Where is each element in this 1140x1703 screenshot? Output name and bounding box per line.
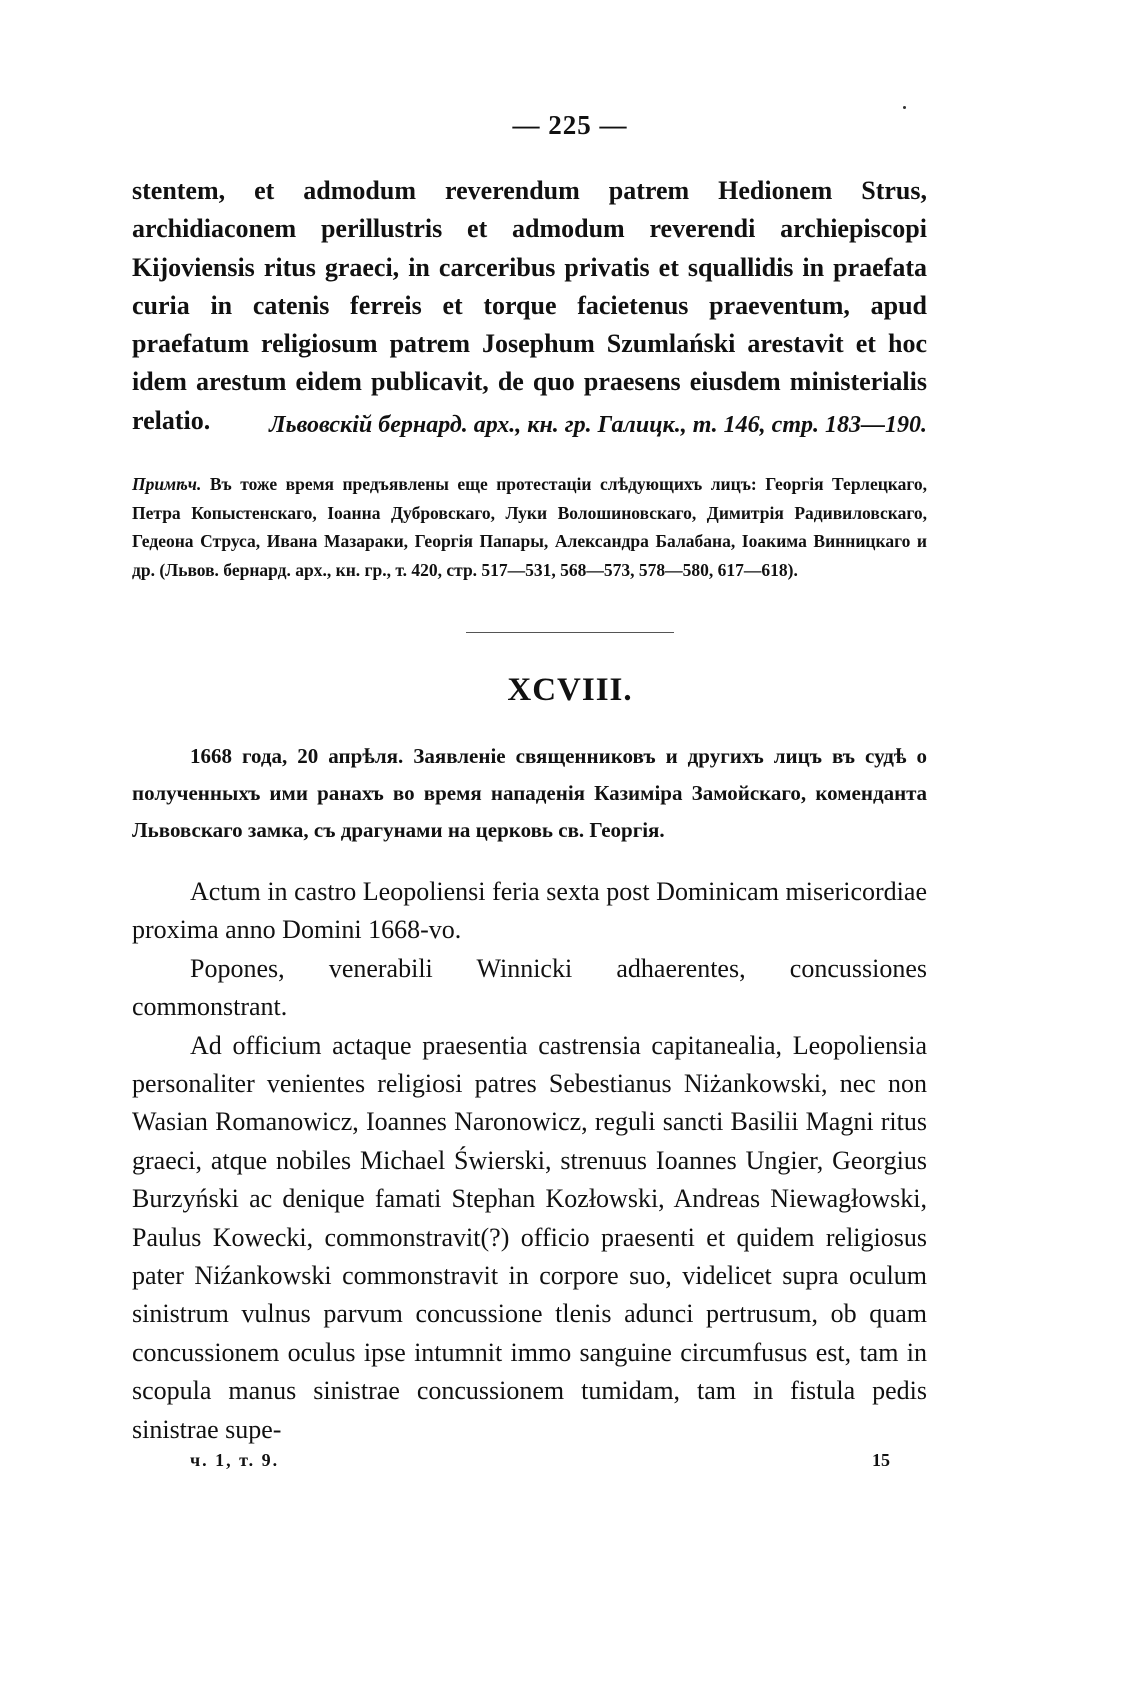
document-number-heading: XCVIII. <box>507 672 633 708</box>
print-speck <box>903 106 906 109</box>
page-number: — 225 — <box>512 110 628 140</box>
sheet-number: 15 <box>872 1450 890 1470</box>
footnote-label: Примѣч. <box>132 474 202 494</box>
body-paragraph: Actum in castro Leopoliensi feria sexta post Dominicam misericordiae proxima anno Domini 1668-vo. <box>132 877 927 945</box>
body-paragraph: Ad officium actaque praesentia castrensia capitanealia, Leopoliensia personaliter venientes religiosi patres Sebestianus Niżankowski, nec non Wasian Romanowicz, Ioannes Naronowicz, reguli sancti Basilii Magni ritus graeci, atque nobiles Michael Świerski, strenuus Ioannes Ungier, Georgius Burzyński ac denique famati Stephan Kozłowski, Andreas Niewagłowski, Paulus Kowecki, commonstravit(?) officio praesenti et quidem religiosus pater Niźankowski commonstravit in corpore suo, videlicet supra oculum sinistrum vulnus parvum concussione tlenis adunci pertrusum, ob quam concussionem oculus ipse intumnit immo sanguine circumfusus est, tam in scopula manus sinistrae concussionem tumidam, tam in fistula pedis sinistrae supe- <box>132 1030 927 1444</box>
document-body <box>132 873 927 1449</box>
archive-citation: Львовскій бернард. арх., кн. гр. Галицк., т. 146, стр. 183—190. <box>269 412 927 438</box>
document-summary: 1668 года, 20 апрѣля. Заявленіе священниковъ и другихъ лицъ въ судѣ о полученныхъ ими ранахъ во время нападенія Казиміра Замойскаго, комендантa Львовскаго замка, съ драгунами на церковь св. Георгія. <box>132 744 927 842</box>
signature-mark: ч. 1, т. 9. <box>190 1450 280 1470</box>
footnote-text: Въ тоже время предъявлены еще протестаціи слѣдующихъ лицъ: Георгія Терлецкаго, Петра Копыстенскаго, Іоанна Дубровскаго, Луки Волошиновскаго, Димитрія Радивиловскаго, Гедеона Струса, Ивана Мазараки, Георгія Папары, Александра Балабана, Іоакима Винницкаго и др. (Львов. бернард. арх., кн. гр., т. 420, стр. 517—531, 568—573, 578—580, 617—618). <box>132 474 927 580</box>
intro-paragraph: stentem, et admodum reverendum patrem Hedionem Strus, archidiaconem perillustris et admodum reverendi archiepiscopi Kijoviensis ritus graeci, in carceribus privatis et squallidis in praefata curia in catenis ferreis et torque facietenus praeventum, apud praefatum religiosum patrem Josephum Szumlański arestavit et hoc idem arestum eidem publicavit, de quo praesens eiusdem ministerialis relatio. <box>132 176 927 435</box>
section-divider <box>466 632 674 633</box>
body-paragraph: Popones, venerabili Winnicki adhaerentes, concussiones commonstrant. <box>132 953 927 1022</box>
footnote <box>132 470 927 584</box>
